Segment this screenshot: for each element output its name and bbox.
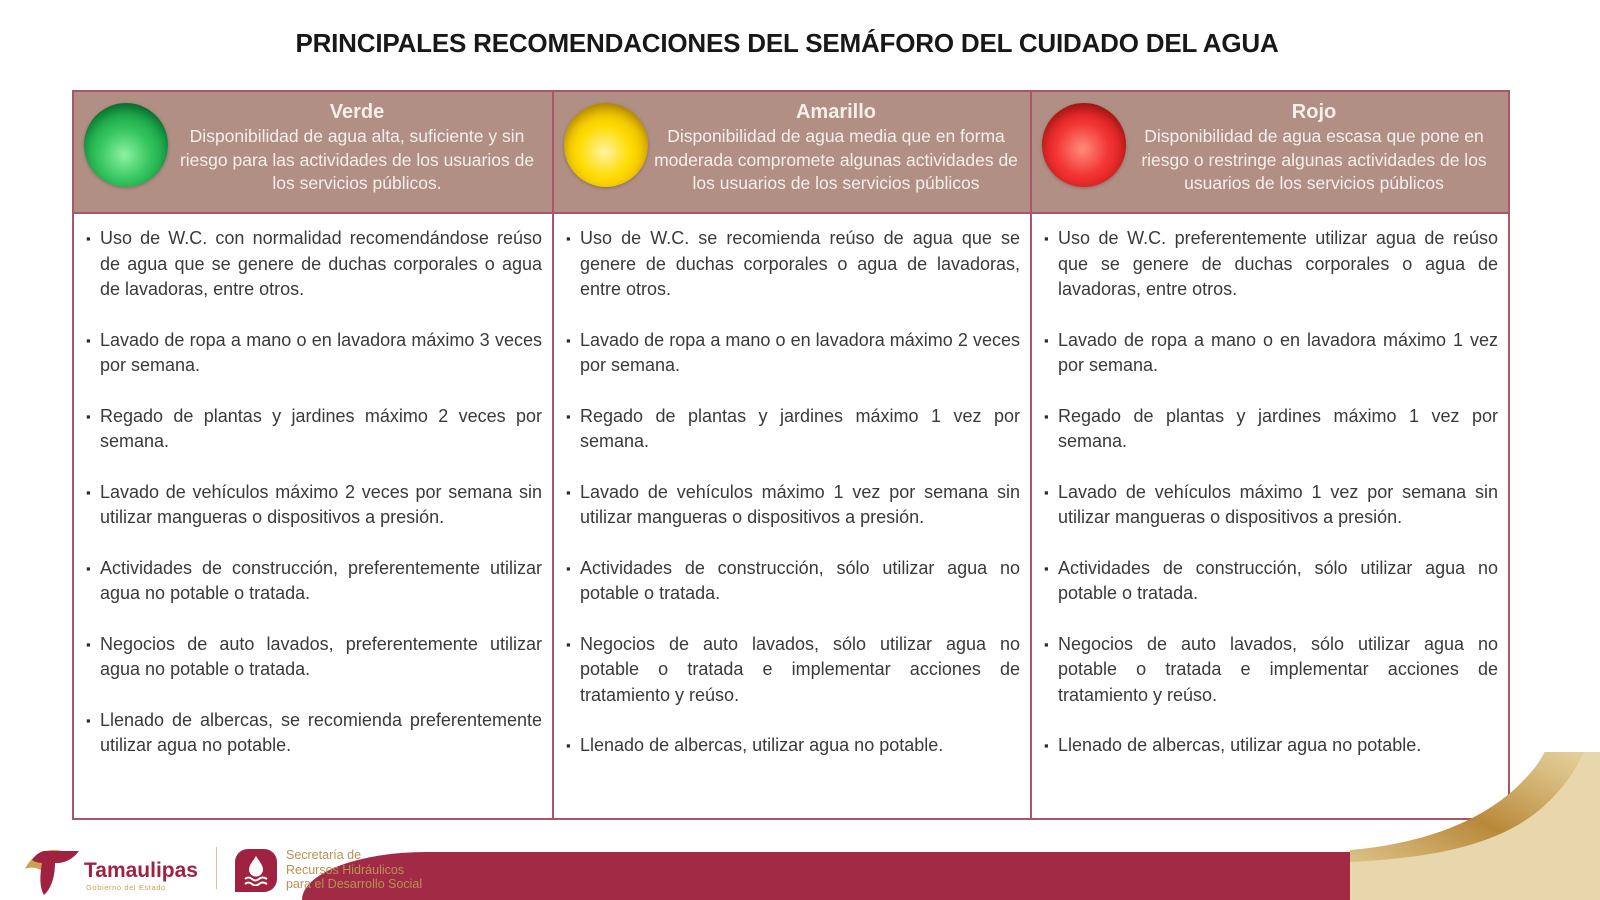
semaforo-table bbox=[72, 90, 1510, 820]
list-item: ▪ Actividades de construcción, sólo utilizar agua no potable o tratada. bbox=[566, 556, 1020, 607]
list-item: ▪ Lavado de vehículos máximo 1 vez por semana sin utilizar mangueras o dispositivos a presión. bbox=[566, 480, 1020, 531]
header-text-verde bbox=[172, 92, 552, 196]
list-item: ▪ Uso de W.C. preferentemente utilizar agua de reúso que se genere de duchas corporales o agua de lavadoras, entre otros. bbox=[1044, 226, 1498, 303]
yellow-light-icon bbox=[564, 103, 648, 187]
header-text-amarillo bbox=[652, 92, 1030, 196]
list-item: ▪ Uso de W.C. con normalidad recomendándose reúso de agua que se genere de duchas corporales o agua de lavadoras, entre otros. bbox=[86, 226, 542, 303]
list-item: ▪ Lavado de ropa a mano o en lavadora máximo 2 veces por semana. bbox=[566, 328, 1020, 379]
list-item: ▪ Actividades de construcción, sólo utilizar agua no potable o tratada. bbox=[1044, 556, 1498, 607]
list-item: ▪ Lavado de vehículos máximo 2 veces por semana sin utilizar mangueras o dispositivos a presión. bbox=[86, 480, 542, 531]
column-header-amarillo bbox=[554, 92, 1030, 214]
column-body-amarillo bbox=[554, 214, 1030, 818]
column-header-rojo bbox=[1032, 92, 1508, 214]
column-verde bbox=[74, 92, 552, 818]
list-item: ▪ Lavado de ropa a mano o en lavadora máximo 3 veces por semana. bbox=[86, 328, 542, 379]
column-title: Amarillo bbox=[795, 101, 877, 123]
green-light-icon bbox=[84, 103, 168, 187]
column-body-rojo bbox=[1032, 214, 1508, 818]
list-item: ▪ Regado de plantas y jardines máximo 1 vez por semana. bbox=[1044, 404, 1498, 455]
list-item: ▪ Llenado de albercas, se recomienda preferentemente utilizar agua no potable. bbox=[86, 708, 542, 759]
secretaria-line-3: para el Desarrollo Social bbox=[285, 877, 423, 892]
header-text-rojo bbox=[1130, 92, 1508, 196]
tamaulipas-logo bbox=[22, 844, 198, 896]
list-item: ▪ Regado de plantas y jardines máximo 2 veces por semana. bbox=[86, 404, 542, 455]
list-item: ▪ Regado de plantas y jardines máximo 1 vez por semana. bbox=[566, 404, 1020, 455]
list-item: ▪ Llenado de albercas, utilizar agua no potable. bbox=[566, 733, 1020, 759]
secretaria-icon bbox=[235, 849, 277, 892]
list-item: ▪ Lavado de ropa a mano o en lavadora máximo 1 vez por semana. bbox=[1044, 328, 1498, 379]
list-item: ▪ Negocios de auto lavados, preferentemente utilizar agua no potable o tratada. bbox=[86, 632, 542, 683]
column-amarillo bbox=[552, 92, 1030, 818]
column-body-verde bbox=[74, 214, 552, 818]
gobierno-del-estado-label: Gobierno del Estado bbox=[86, 883, 166, 892]
list-item: ▪ Negocios de auto lavados, sólo utilizar agua no potable o tratada e implementar acciones de tratamiento y reúso. bbox=[566, 632, 1020, 709]
column-description: Disponibilidad de agua alta, suficiente y sin riesgo para las actividades de los usuarios de los servicios públicos. bbox=[179, 126, 535, 193]
secretaria-text bbox=[286, 848, 422, 892]
column-title: Verde bbox=[329, 101, 385, 123]
logos-divider bbox=[216, 847, 217, 889]
tamaulipas-wordmark: Tamaulipas bbox=[84, 859, 198, 882]
column-title: Rojo bbox=[1291, 101, 1337, 123]
secretaria-line-2: Recursos Hidráulicos bbox=[285, 862, 405, 877]
secretaria-logo bbox=[235, 848, 422, 892]
column-header-verde bbox=[74, 92, 552, 214]
page-title: PRINCIPALES RECOMENDACIONES DEL SEMÁFORO DEL CUIDADO DEL AGUA bbox=[295, 28, 1279, 58]
column-description: Disponibilidad de agua media que en forma moderada compromete algunas actividades de los usuarios de los servicios públicos bbox=[654, 126, 1018, 193]
gold-swoosh bbox=[1350, 752, 1600, 900]
list-item: ▪ Uso de W.C. se recomienda reúso de agua que se genere de duchas corporales o agua de lavadoras, entre otros. bbox=[566, 226, 1020, 303]
list-item: ▪ Negocios de auto lavados, sólo utilizar agua no potable o tratada e implementar acciones de tratamiento y reúso. bbox=[1044, 632, 1498, 709]
water-drop-icon bbox=[241, 854, 271, 886]
tamaulipas-t-icon bbox=[22, 844, 80, 896]
column-rojo bbox=[1030, 92, 1508, 818]
footer-logos bbox=[22, 842, 422, 898]
tamaulipas-text bbox=[84, 861, 198, 892]
list-item: ▪ Lavado de vehículos máximo 1 vez por semana sin utilizar mangueras o dispositivos a presión. bbox=[1044, 480, 1498, 531]
red-light-icon bbox=[1042, 103, 1126, 187]
column-description: Disponibilidad de agua escasa que pone en riesgo o restringe algunas actividades de los usuarios de los servicios públicos bbox=[1141, 126, 1487, 193]
list-item: ▪ Actividades de construcción, preferentemente utilizar agua no potable o tratada. bbox=[86, 556, 542, 607]
secretaria-line-1: Secretaría de bbox=[285, 848, 362, 863]
list-item: ▪ Llenado de albercas, utilizar agua no potable. bbox=[1044, 733, 1498, 759]
